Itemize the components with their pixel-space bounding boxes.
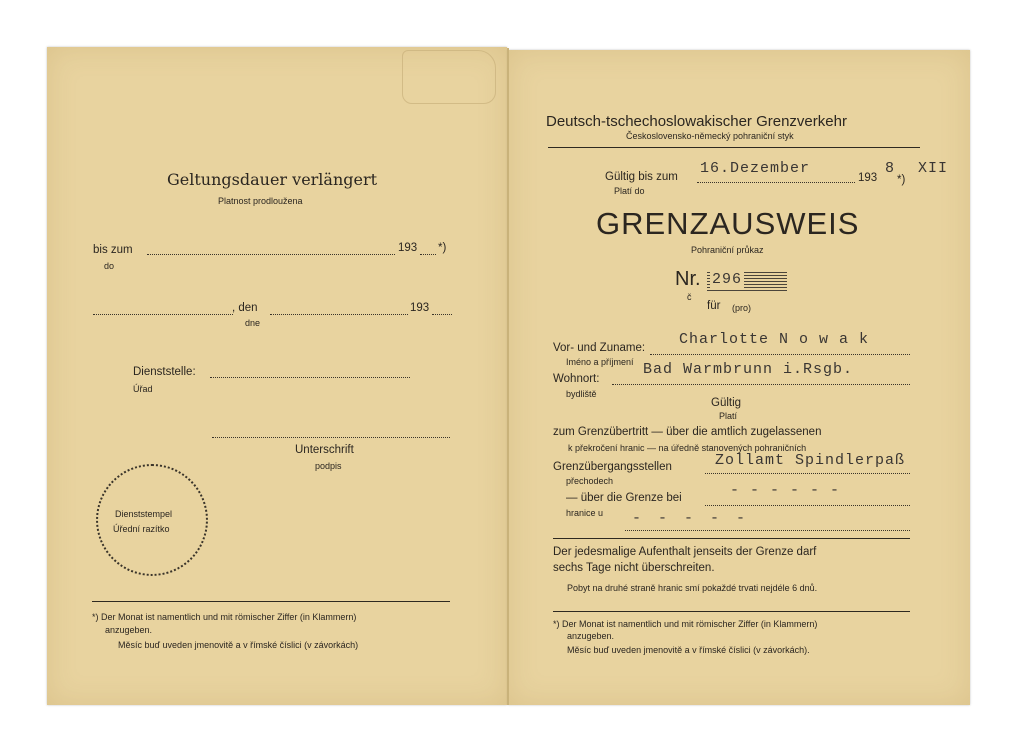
stamp-label-1: Dienststempel (115, 509, 173, 519)
dienststelle-label: Dienststelle: (133, 366, 196, 378)
aufenthalt-line-1: Der jedesmalige Aufenthalt jenseits der Grenze darf (553, 546, 817, 558)
nr-label: Nr. (675, 268, 701, 290)
bis-zum-label: bis zum (93, 244, 133, 256)
name-label: Vor- und Zuname: (553, 342, 646, 354)
zweck-line-1: zum Grenzübertritt — über die amtlich zugelassenen (553, 426, 822, 438)
asterisk-left: *) (438, 242, 447, 254)
bis-zum-field (147, 254, 395, 255)
left-footnote-2: anzugeben. (105, 625, 153, 635)
name-cz: Iméno a příjmení (566, 357, 634, 367)
dienststelle-field (210, 377, 410, 378)
nr-value: 296 (712, 271, 743, 288)
header-title-cz: Československo-německý pohraniční styk (626, 131, 794, 141)
valid-date-field (697, 182, 855, 183)
gueltig-cz: Platí (719, 411, 738, 421)
header-title: Deutsch-tschechoslowakischer Grenzverkehr (546, 113, 847, 130)
fuer-cz: (pro) (732, 303, 752, 313)
year-field-1 (420, 254, 436, 255)
name-value: Charlotte N o w a k (679, 331, 870, 348)
place-field (93, 314, 233, 315)
den-label: , den (232, 302, 258, 314)
wohnort-value: Bad Warmbrunn i.Rsgb. (643, 361, 854, 378)
body-rule (553, 538, 910, 539)
aufenthalt-line-2: sechs Tage nicht überschreiten. (553, 562, 715, 574)
right-footnote-1: *) Der Monat ist namentlich und mit römischer Ziffer (in Klammern) (553, 619, 818, 629)
stamp-label-2: Úřední razítko (113, 524, 170, 534)
unterschrift-cz: podpis (315, 461, 342, 471)
left-title-cz: Platnost prodloužena (218, 196, 303, 206)
grenze-value-2: - - - - - (632, 510, 750, 527)
den-cz: dne (245, 318, 261, 328)
header-rule (548, 147, 920, 148)
valid-year-digit: 8 (885, 160, 896, 177)
valid-date-value: 16.Dezember (700, 160, 811, 177)
left-footnote-3: Měsíc buď uveden jmenovitě a v římské číslici (v závorkách) (118, 640, 359, 650)
left-footnote-1: *) Der Monat ist namentlich und mit römischer Ziffer (in Klammern) (92, 612, 357, 622)
year-prefix-2: 193 (410, 302, 430, 314)
nr-cz: č (687, 292, 692, 302)
right-footnote-2: anzugeben. (567, 631, 615, 641)
unterschrift-label: Unterschrift (295, 444, 354, 456)
grenze-field-2 (625, 530, 910, 531)
left-page (47, 47, 507, 705)
dienststelle-cz: Úřad (133, 384, 153, 394)
right-footnote-rule (553, 611, 910, 612)
gueltig-bis-cz: Platí do (614, 186, 645, 196)
page-fold (507, 48, 509, 705)
grenze-label: — über die Grenze bei (566, 492, 682, 504)
wohnort-cz: bydliště (566, 389, 597, 399)
stellen-label: Grenzübergangsstellen (553, 461, 672, 473)
gueltig-bis-label: Gültig bis zum (605, 171, 678, 183)
wohnort-label: Wohnort: (553, 373, 600, 385)
fuer-label: für (707, 300, 721, 312)
stellen-field (705, 473, 910, 474)
paper-tear-mark (402, 50, 496, 104)
right-footnote-3: Měsíc buď uveden jmenovitě a v římské číslici (v závorkách). (567, 645, 810, 655)
asterisk-right: *) (897, 174, 906, 186)
stellen-cz: přechodech (566, 476, 614, 486)
stellen-value: Zollamt Spindlerpaß (715, 452, 906, 469)
valid-year-prefix: 193 (858, 172, 878, 184)
left-title: Geltungsdauer verlängert (167, 170, 378, 189)
date-field (270, 314, 408, 315)
stamp-area-circle (96, 464, 208, 576)
grenze-value-1: - - - - - - (730, 482, 841, 499)
left-footnote-rule (92, 601, 450, 602)
aufenthalt-cz: Pobyt na druhé straně hranic smí pokaždé trvati nejdéle 6 dnů. (567, 583, 818, 593)
bis-zum-cz: do (104, 261, 115, 271)
gueltig-label: Gültig (711, 397, 742, 409)
document-title-cz: Pohraniční průkaz (691, 245, 764, 255)
grenze-cz: hranice u (566, 508, 604, 518)
name-field (650, 354, 910, 355)
document-title: GRENZAUSWEIS (596, 206, 860, 241)
year-field-2 (432, 314, 452, 315)
wohnort-field (612, 384, 910, 385)
zweck-line-2: k překročení hranic — na úředně stanovených pohraničních (568, 443, 807, 453)
valid-month-roman: XII (918, 160, 949, 177)
year-prefix-1: 193 (398, 242, 418, 254)
grenze-field (705, 505, 910, 506)
signature-line (212, 437, 450, 438)
